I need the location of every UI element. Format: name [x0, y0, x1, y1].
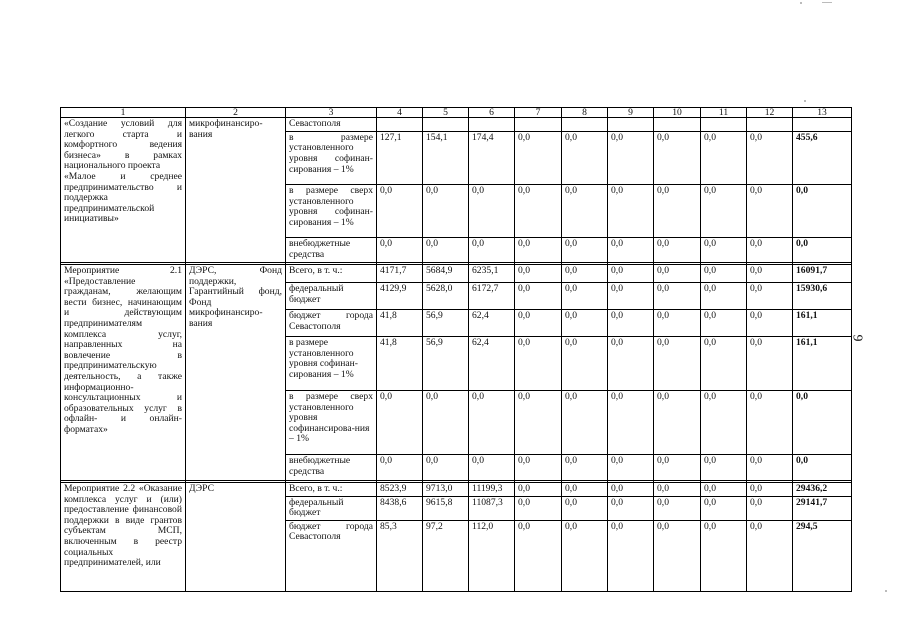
value-cell: 0,0: [515, 283, 562, 310]
funding-source: Севастополя: [286, 118, 377, 132]
value-cell: 9713,0: [423, 483, 469, 497]
value-cell: 0,0: [608, 131, 654, 184]
value-cell: 154,1: [423, 131, 469, 184]
total-cell: 16091,7: [793, 265, 852, 283]
value-cell: 62,4: [469, 310, 515, 337]
total-cell: 161,1: [793, 310, 852, 337]
value-cell: 0,0: [562, 337, 608, 391]
value-cell: 0,0: [515, 131, 562, 184]
value-cell: 0,0: [701, 455, 747, 481]
value-cell: 41,8: [377, 310, 423, 337]
value-cell: 0,0: [515, 265, 562, 283]
value-cell: 0,0: [701, 337, 747, 391]
value-cell: 0,0: [562, 265, 608, 283]
total-cell: 0,0: [793, 238, 852, 263]
value-cell: 0,0: [608, 310, 654, 337]
value-cell: 0,0: [515, 185, 562, 238]
value-cell: 0,0: [747, 310, 793, 337]
value-cell: 8438,6: [377, 496, 423, 520]
total-cell: 294,5: [793, 520, 852, 591]
col-header: 9: [608, 108, 654, 118]
value-cell: 0,0: [608, 185, 654, 238]
total-cell: 455,6: [793, 131, 852, 184]
scan-speck: [885, 590, 887, 592]
value-cell: 5628,0: [423, 283, 469, 310]
value-cell: 56,9: [423, 310, 469, 337]
value-cell: 0,0: [469, 455, 515, 481]
value-cell: 0,0: [654, 238, 701, 263]
value-cell: 0,0: [747, 131, 793, 184]
col-header: 8: [562, 108, 608, 118]
value-cell: 0,0: [654, 265, 701, 283]
total-cell: 0,0: [793, 455, 852, 481]
value-cell: 0,0: [562, 131, 608, 184]
value-cell: 0,0: [562, 496, 608, 520]
total-cell: 0,0: [793, 185, 852, 238]
funding-source: бюджет города Севастополя: [286, 520, 377, 591]
col-header: 6: [469, 108, 515, 118]
funding-source: в размере сверх установленного уровня софинан-сирования – 1%: [286, 185, 377, 238]
funding-source: федеральный бюджет: [286, 496, 377, 520]
value-cell: 0,0: [562, 391, 608, 455]
value-cell: 0,0: [515, 455, 562, 481]
value-cell: 0,0: [747, 265, 793, 283]
value-cell: 0,0: [515, 520, 562, 591]
value-cell: 0,0: [562, 283, 608, 310]
value-cell: 0,0: [562, 185, 608, 238]
value-cell: 0,0: [469, 238, 515, 263]
value-cell: 0,0: [423, 238, 469, 263]
value-cell: 0,0: [515, 337, 562, 391]
col-header: 7: [515, 108, 562, 118]
total-cell: 161,1: [793, 337, 852, 391]
value-cell: 6172,7: [469, 283, 515, 310]
total-cell: 29436,2: [793, 483, 852, 497]
executor-cell: микрофинансиро-вания: [186, 118, 286, 263]
measure-name: «Создание условий для легкого старта и комфортного ведения бизнеса» в рамках национального проекта: [64, 118, 182, 172]
total-cell: 15930,6: [793, 283, 852, 310]
funding-source: Всего, в т. ч.:: [286, 483, 377, 497]
value-cell: 0,0: [654, 131, 701, 184]
value-cell: 56,9: [423, 337, 469, 391]
value-cell: 0,0: [654, 310, 701, 337]
value-cell: 0,0: [654, 496, 701, 520]
value-cell: 0,0: [423, 185, 469, 238]
value-cell: 0,0: [747, 483, 793, 497]
value-cell: 85,3: [377, 520, 423, 591]
value-cell: 0,0: [562, 238, 608, 263]
funding-source: в размере установленного уровня софинан-сирования – 1%: [286, 337, 377, 391]
value-cell: 0,0: [654, 337, 701, 391]
value-cell: 0,0: [562, 455, 608, 481]
value-cell: 0,0: [608, 265, 654, 283]
scan-speck: [804, 100, 806, 102]
value-cell: 0,0: [608, 496, 654, 520]
value-cell: 174,4: [469, 131, 515, 184]
value-cell: 0,0: [608, 391, 654, 455]
value-cell: 0,0: [377, 185, 423, 238]
value-cell: 6235,1: [469, 265, 515, 283]
value-cell: 4171,7: [377, 265, 423, 283]
value-cell: 0,0: [654, 483, 701, 497]
col-header: 11: [701, 108, 747, 118]
value-cell: 11087,3: [469, 496, 515, 520]
value-cell: 0,0: [701, 520, 747, 591]
measure-name-continued: «Малое и среднее предпринимательство и поддержка предпринимательской инициативы»: [64, 170, 182, 225]
value-cell: 0,0: [654, 283, 701, 310]
value-cell: 0,0: [747, 455, 793, 481]
col-header: 12: [747, 108, 793, 118]
value-cell: 0,0: [654, 455, 701, 481]
funding-source: федеральный бюджет: [286, 283, 377, 310]
measure-cell: Мероприятие 2.1 «Предоставление гражданам, желающим вести бизнес, начинающим и действующим предпринимателям комплекса услуг, направленных на вовлечение в предпринимательскую деятельность, а также информационно-консультационных и образовательных услуг в офлайн- и онлайн-форматах»: [61, 265, 186, 481]
funding-source: Всего, в т. ч.:: [286, 265, 377, 283]
value-cell: 5684,9: [423, 265, 469, 283]
table-row: [61, 118, 852, 132]
value-cell: 97,2: [423, 520, 469, 591]
value-cell: 0,0: [654, 391, 701, 455]
col-header: 2: [186, 108, 286, 118]
value-cell: 0,0: [515, 391, 562, 455]
funding-source: бюджет города Севастополя: [286, 310, 377, 337]
value-cell: 0,0: [701, 496, 747, 520]
table-row: [61, 265, 852, 283]
header-row: [61, 108, 852, 118]
value-cell: 4129,9: [377, 283, 423, 310]
measure-cell: [61, 118, 186, 263]
value-cell: 0,0: [747, 391, 793, 455]
value-cell: 0,0: [747, 185, 793, 238]
value-cell: 0,0: [654, 185, 701, 238]
col-header: 4: [377, 108, 423, 118]
budget-table: [60, 107, 852, 592]
total-cell: 0,0: [793, 391, 852, 455]
value-cell: 8523,9: [377, 483, 423, 497]
value-cell: 127,1: [377, 131, 423, 184]
col-header: 10: [654, 108, 701, 118]
scan-speck: [800, 2, 802, 4]
funding-source: в размере сверх установленного уровня софинансирова-ния – 1%: [286, 391, 377, 455]
value-cell: 0,0: [701, 283, 747, 310]
table-row: [61, 483, 852, 497]
value-cell: 0,0: [654, 520, 701, 591]
value-cell: 0,0: [562, 520, 608, 591]
value-cell: 0,0: [423, 455, 469, 481]
value-cell: 0,0: [747, 496, 793, 520]
value-cell: 0,0: [515, 483, 562, 497]
value-cell: 11199,3: [469, 483, 515, 497]
value-cell: 0,0: [747, 283, 793, 310]
value-cell: 0,0: [515, 496, 562, 520]
value-cell: 0,0: [469, 185, 515, 238]
col-header: 3: [286, 108, 377, 118]
value-cell: 0,0: [515, 238, 562, 263]
col-header: 1: [61, 108, 186, 118]
value-cell: 0,0: [469, 391, 515, 455]
value-cell: 0,0: [701, 310, 747, 337]
value-cell: 0,0: [701, 185, 747, 238]
value-cell: 0,0: [423, 391, 469, 455]
value-cell: 0,0: [747, 520, 793, 591]
measure-cell: Мероприятие 2.2 «Оказание комплекса услуг и (или) предоставление финансовой поддержки в виде грантов субъектам МСП, включенным в реестр социальных предпринимателей, или: [61, 483, 186, 592]
value-cell: 0,0: [377, 455, 423, 481]
page-number: 9: [849, 334, 865, 342]
value-cell: 0,0: [377, 391, 423, 455]
value-cell: 0,0: [701, 483, 747, 497]
value-cell: 0,0: [608, 283, 654, 310]
value-cell: 0,0: [608, 337, 654, 391]
value-cell: 0,0: [562, 310, 608, 337]
value-cell: 0,0: [608, 520, 654, 591]
value-cell: 0,0: [608, 455, 654, 481]
value-cell: 0,0: [701, 391, 747, 455]
value-cell: 0,0: [515, 310, 562, 337]
value-cell: 0,0: [701, 265, 747, 283]
value-cell: 0,0: [701, 238, 747, 263]
value-cell: 0,0: [608, 238, 654, 263]
value-cell: 9615,8: [423, 496, 469, 520]
funding-source: внебюджетные средства: [286, 238, 377, 263]
scan-speck: [822, 2, 832, 3]
value-cell: 0,0: [747, 337, 793, 391]
executor-cell: ДЭРС: [186, 483, 286, 592]
total-cell: 29141,7: [793, 496, 852, 520]
value-cell: 0,0: [701, 131, 747, 184]
value-cell: 62,4: [469, 337, 515, 391]
executor-cell: ДЭРС, Фонд поддержки, Гарантийный фонд, Фонд микрофинансиро-вания: [186, 265, 286, 481]
value-cell: 0,0: [562, 483, 608, 497]
value-cell: 0,0: [377, 238, 423, 263]
value-cell: 0,0: [747, 238, 793, 263]
funding-source: внебюджетные средства: [286, 455, 377, 481]
col-header: 13: [793, 108, 852, 118]
value-cell: 41,8: [377, 337, 423, 391]
col-header: 5: [423, 108, 469, 118]
funding-source: в размере установленного уровня софинан-сирования – 1%: [286, 131, 377, 184]
value-cell: 112,0: [469, 520, 515, 591]
value-cell: 0,0: [608, 483, 654, 497]
